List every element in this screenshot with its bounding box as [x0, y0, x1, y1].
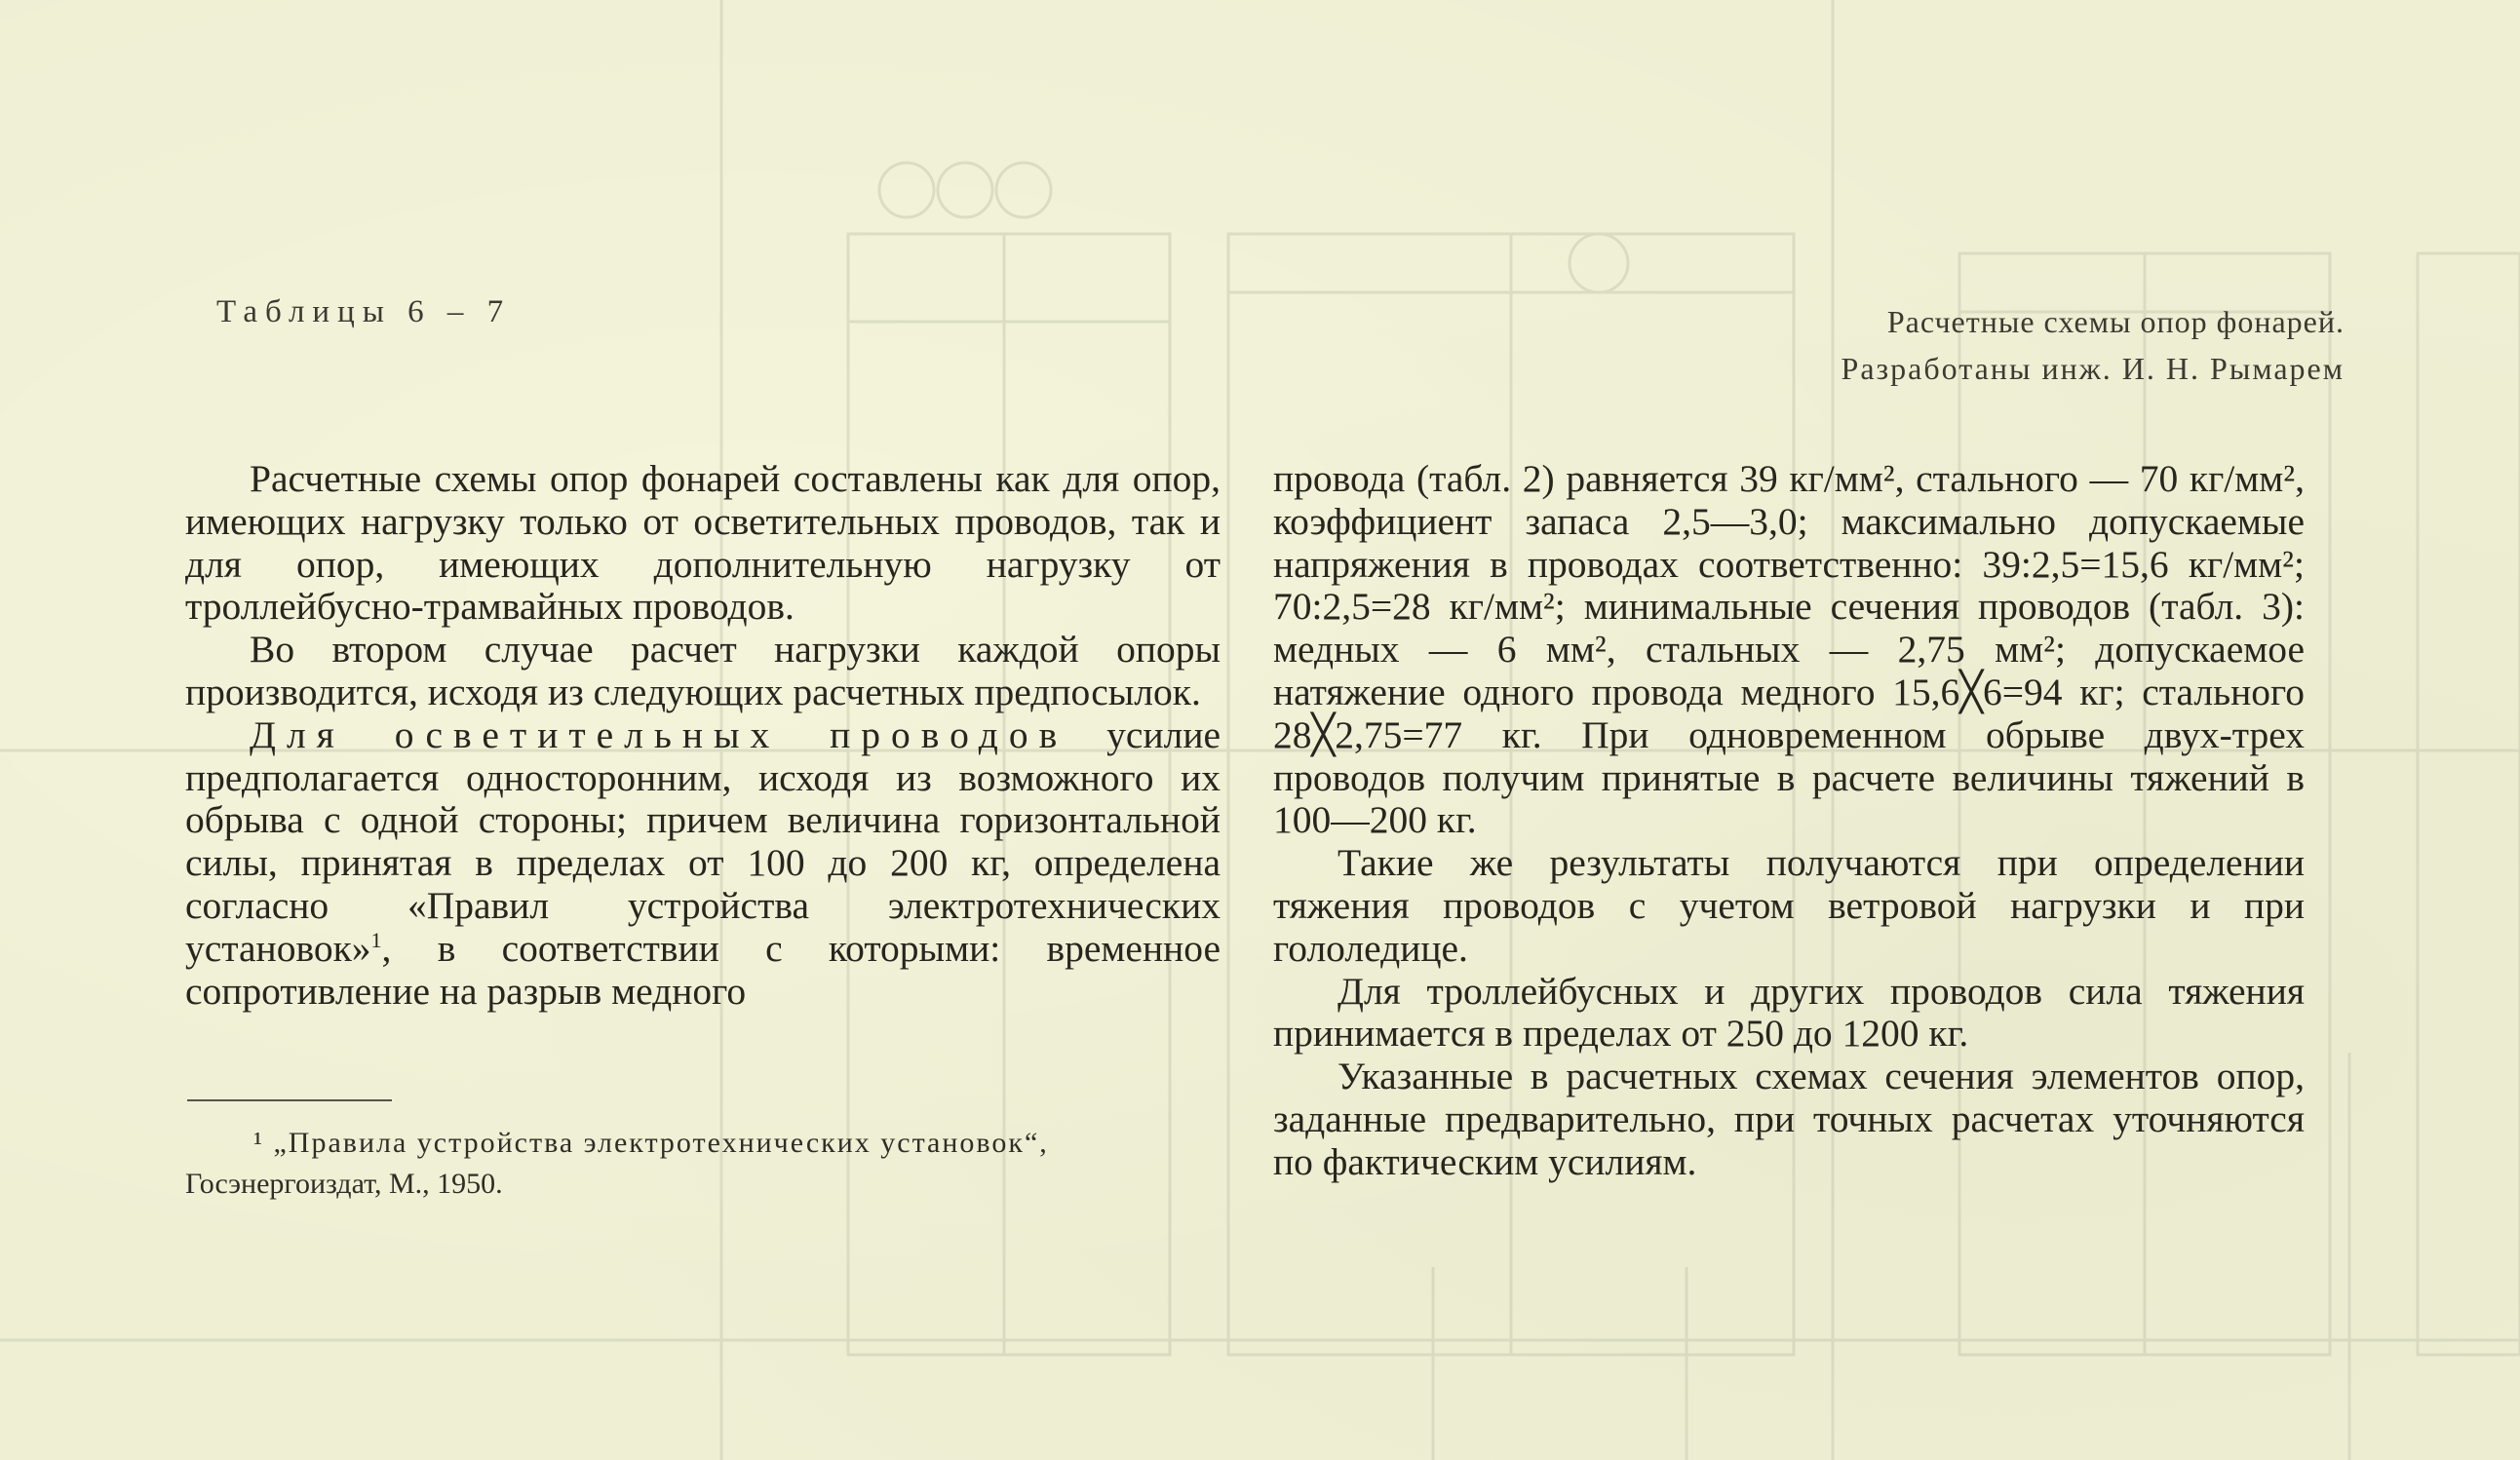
right-paragraph-4: Указанные в расчетных схемах сечения элементов опор, заданные предварительно, при точных расчетах уточняются по фактическим усилиям. — [1273, 1055, 2305, 1183]
footnote-marker: 1 — [370, 927, 382, 952]
left-paragraph-3-text-a: усилие предполагается односторонним, исходя из возможного их обрыва с одной стороны; причем величина горизонтальной силы, принятая в пределах от 100 до 200 кг, определена согласно «Правил устройства электротехнических установок» — [185, 712, 1221, 970]
tables-label: Таблицы 6 – 7 — [216, 294, 512, 329]
left-paragraph-2: Во втором случае расчет нагрузки каждой опоры производится, исходя из следующих расчетных предпосылок. — [185, 628, 1221, 713]
right-paragraph-2: Такие же результаты получаются при определении тяжения проводов с учетом ветровой нагрузки и при гололедице. — [1273, 841, 2305, 970]
footnote-divider — [187, 1099, 392, 1101]
spaced-emphasis: Для осветительных проводов — [250, 712, 1068, 756]
right-column — [1273, 458, 2305, 1184]
footnote-line-1: ¹ „Правила устройства электротехнических установок“, — [253, 1127, 1049, 1159]
heading-title: Расчетные схемы опор фонарей. — [1886, 304, 2345, 339]
left-paragraph-3 — [185, 714, 1221, 1014]
right-paragraph-3: Для троллейбусных и других проводов сила тяжения принимается в пределах от 250 до 1200 кг. — [1273, 969, 2305, 1056]
left-column — [185, 458, 1221, 1013]
left-paragraph-3-text-b: , в соответствии с которыми: временное сопротивление на разрыв медного — [185, 926, 1221, 1013]
document-heading — [1842, 298, 2345, 392]
footnote-line-2: Госэнергоиздат, М., 1950. — [185, 1168, 503, 1200]
footnote — [185, 1123, 1219, 1205]
heading-author: Разработаны инж. И. Н. Рымарем — [1841, 351, 2345, 386]
right-paragraph-1: провода (табл. 2) равняется 39 кг/мм², стального — 70 кг/мм², коэффициент запаса 2,5—3,0; максимально допускаемые напряжения в проводах соответственно: 39:2,5=15,6 кг/мм²; 70:2,5=28 кг/мм²; минимальные сечения проводов (табл. 3): медных — 6 мм², стальных — 2,75 мм²; допускаемое натяжение одного провода медного 15,6╳6=94 кг; стального 28╳2,75=77 кг. При одновременном обрыве двух-трех проводов получим принятые в расчете величины тяжений в 100—200 кг. — [1273, 457, 2305, 842]
left-paragraph-1: Расчетные схемы опор фонарей составлены как для опор, имеющих нагрузку только от осветительных проводов, так и для опор, имеющих дополнительную нагрузку от троллейбусно-трамвайных проводов. — [185, 457, 1221, 629]
